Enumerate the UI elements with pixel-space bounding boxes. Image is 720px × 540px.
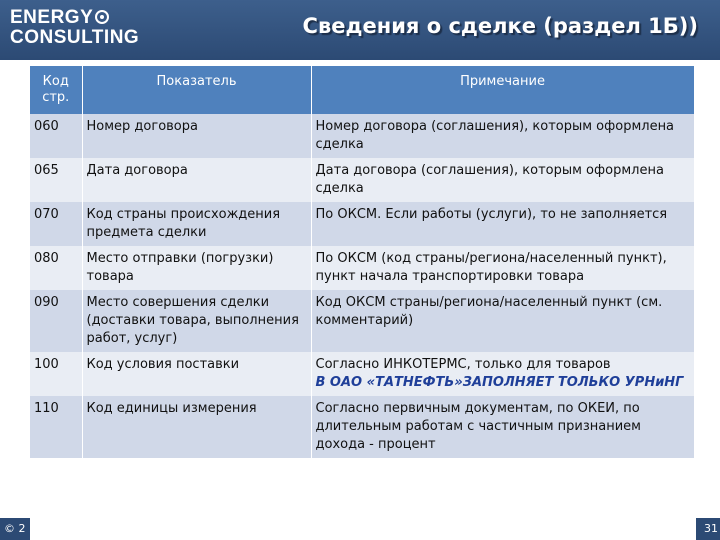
row-indicator: Место совершения сделки (доставки товара, выполнения работ, услуг) bbox=[82, 290, 311, 352]
company-logo: ENERGY CONSULTING bbox=[10, 7, 140, 48]
row-code: 090 bbox=[30, 290, 82, 352]
logo-mark-icon bbox=[95, 10, 109, 24]
header-bar bbox=[0, 0, 720, 60]
table-row bbox=[30, 246, 694, 290]
table-row bbox=[30, 396, 694, 458]
row-indicator: Номер договора bbox=[82, 114, 311, 158]
footer-page-number: 31 bbox=[696, 518, 720, 540]
row-note: Код ОКСМ страны/региона/населенный пункт (см. комментарий) bbox=[311, 290, 694, 352]
table-row bbox=[30, 114, 694, 158]
row-note: Согласно первичным документам, по ОКЕИ, по длительным работам с частичным признанием дохода - процент bbox=[311, 396, 694, 458]
table-row bbox=[30, 158, 694, 202]
footer-copyright: © 2 bbox=[0, 518, 30, 540]
row-indicator: Код условия поставки bbox=[82, 352, 311, 396]
deal-info-table-wrapper bbox=[30, 66, 694, 458]
deal-info-table bbox=[30, 66, 695, 458]
row-note-cell bbox=[311, 352, 694, 396]
row-note: По ОКСМ. Если работы (услуги), то не заполняется bbox=[311, 202, 694, 246]
header-code: Код стр. bbox=[30, 66, 82, 114]
row-note: По ОКСМ (код страны/региона/населенный пункт), пункт начала транспортировки товара bbox=[311, 246, 694, 290]
row-code: 065 bbox=[30, 158, 82, 202]
row-code: 100 bbox=[30, 352, 82, 396]
row-code: 080 bbox=[30, 246, 82, 290]
table-row bbox=[30, 202, 694, 246]
row-note: Согласно ИНКОТЕРМС, только для товаров bbox=[315, 357, 611, 372]
row-indicator: Место отправки (погрузки) товара bbox=[82, 246, 311, 290]
row-note-highlight: В ОАО «ТАТНЕФТЬ»ЗАПОЛНЯЕТ ТОЛЬКО УРНиНГ bbox=[315, 375, 684, 390]
row-indicator: Код страны происхождения предмета сделки bbox=[82, 202, 311, 246]
row-code: 110 bbox=[30, 396, 82, 458]
table-header-row bbox=[30, 66, 694, 114]
table-row bbox=[30, 290, 694, 352]
row-code: 060 bbox=[30, 114, 82, 158]
row-indicator: Код единицы измерения bbox=[82, 396, 311, 458]
slide-title: Сведения о сделке (раздел 1Б)) bbox=[302, 14, 698, 38]
row-note: Номер договора (соглашения), которым оформлена сделка bbox=[311, 114, 694, 158]
row-indicator: Дата договора bbox=[82, 158, 311, 202]
header-note: Примечание bbox=[311, 66, 694, 114]
header-indicator: Показатель bbox=[82, 66, 311, 114]
row-code: 070 bbox=[30, 202, 82, 246]
row-note: Дата договора (соглашения), которым оформлена сделка bbox=[311, 158, 694, 202]
table-row bbox=[30, 352, 694, 396]
